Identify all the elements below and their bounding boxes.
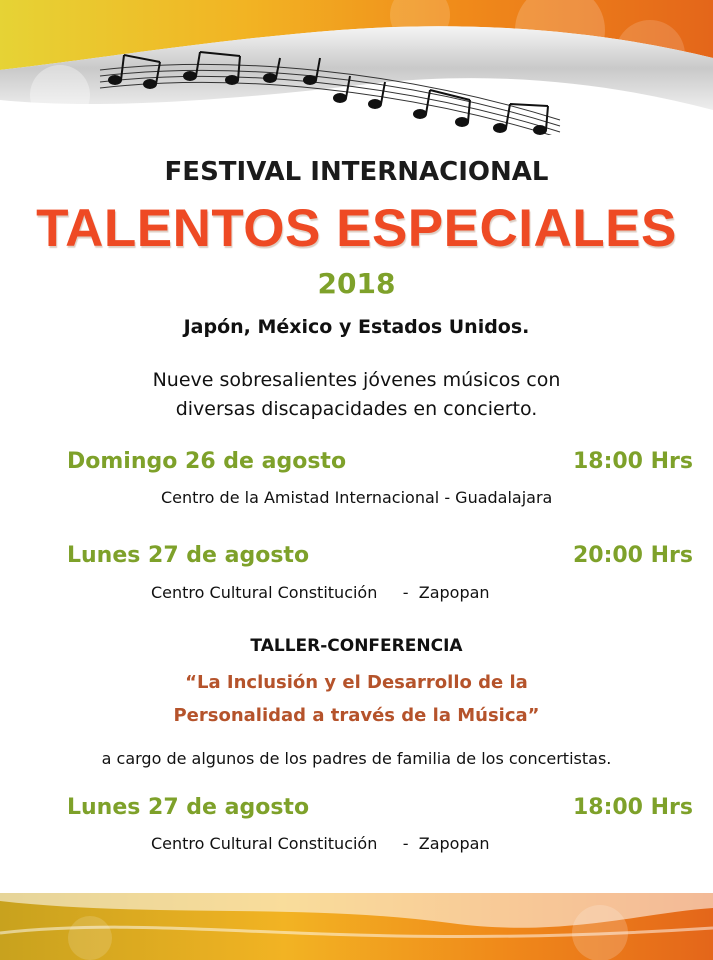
decorative-wave-banner [0,893,713,960]
event-2-date: Lunes 27 de agosto [67,543,310,568]
event-2-time: 20:00 Hrs [572,543,693,568]
participating-countries: Japón, México y Estados Unidos. [183,316,530,338]
event-1-date: Domingo 26 de agosto [67,449,347,474]
event-1-venue: Centro de la Amistad Internacional - Guadalajara [161,488,553,507]
event-title: TALENTOS ESPECIALES [36,199,677,258]
festival-subtitle: FESTIVAL INTERNACIONAL [164,157,549,187]
event-3-venue: Centro Cultural Constitución - Zapopan [151,834,490,853]
description-line-1: Nueve sobresalientes jóvenes músicos con [152,369,561,391]
workshop-title: TALLER-CONFERENCIA [250,636,463,656]
event-year: 2018 [317,267,396,300]
event-3-date: Lunes 27 de agosto [67,795,310,820]
event-2-venue: Centro Cultural Constitución - Zapopan [151,583,490,602]
event-description [0,366,713,424]
description-line-2: diversas discapacidades en concierto. [175,398,538,420]
workshop-quote-line-1: “La Inclusión y el Desarrollo de la [185,672,528,693]
event-3-time: 18:00 Hrs [572,795,693,820]
workshop-note: a cargo de algunos de los padres de familia de los concertistas. [101,749,612,768]
workshop-quote-line-2: Personalidad a través de la Música” [173,705,540,726]
music-staff-banner [0,0,713,135]
event-1-time: 18:00 Hrs [572,449,693,474]
